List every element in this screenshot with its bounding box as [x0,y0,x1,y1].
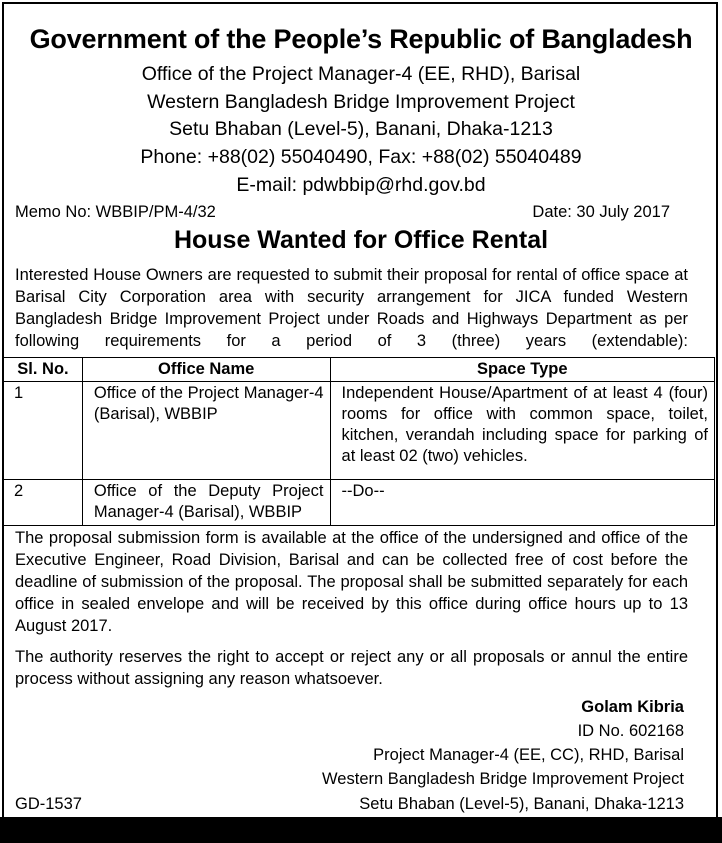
row-space: Independent House/Apartment of at least 4 (four) rooms for office with common space, toilet, kitchen, verandah including space for parking of at least 02 (two) vehicles. [330,382,714,480]
row-space: --Do-- [330,480,714,526]
signatory-id: ID No. 602168 [577,722,684,740]
memo-number: Memo No: WBBIP/PM-4/32 [15,203,216,221]
header-sl-no: Sl. No. [4,358,83,382]
row-sl: 1 [4,382,83,480]
table-header-row [4,358,715,382]
address-line: Setu Bhaban (Level-5), Banani, Dhaka-1213 [169,118,553,140]
bottom-black-bar [0,817,722,843]
phone-fax-line: Phone: +88(02) 55040490, Fax: +88(02) 55040489 [140,146,582,168]
table-row [4,382,715,480]
header-space-type: Space Type [330,358,714,382]
intro-paragraph: Interested House Owners are requested to submit their proposal for rental of office space at Barisal City Corporation area with security arrangement for JICA funded Western Bangladesh Bridge Improvement Project under Roads and Highways Department as per following requirements for a period of 3 (three) years (extendable): [15,266,688,350]
submission-paragraph: The proposal submission form is available at the office of the undersigned and office of the Executive Engineer, Road Division, Barisal and can be collected free of cost before the deadline of submission of the proposal. The proposal shall be submitted separately for each office in sealed envelope and will be received by this office during office hours up to 13 August 2017. [15,529,688,635]
row-sl: 2 [4,480,83,526]
email-line: E-mail: pdwbbip@rhd.gov.bd [236,174,486,196]
memo-row [15,203,670,222]
project-line: Western Bangladesh Bridge Improvement Project [147,91,575,113]
row-office: Office of the Project Manager-4 (Barisal), WBBIP [82,382,330,480]
signatory-designation: Project Manager-4 (EE, CC), RHD, Barisal [373,746,684,764]
signatory-project: Western Bangladesh Bridge Improvement Project [322,770,684,788]
signatory-address: Setu Bhaban (Level-5), Banani, Dhaka-1213 [359,795,684,813]
notice-title: House Wanted for Office Rental [173,226,549,254]
reservation-paragraph: The authority reserves the right to accept or reject any or all proposals or annul the entire process without assigning any reason whatsoever. [15,648,688,688]
office-line: Office of the Project Manager-4 (EE, RHD), Barisal [141,63,581,85]
row-office: Office of the Deputy Project Manager-4 (Barisal), WBBIP [82,480,330,526]
header-office-name: Office Name [82,358,330,382]
government-title: Government of the People’s Republic of Bangladesh [29,24,693,54]
requirements-table [3,357,715,526]
table-row [4,480,715,526]
signatory-name: Golam Kibria [581,698,684,716]
memo-date: Date: 30 July 2017 [532,203,670,221]
gd-number: GD-1537 [15,795,82,813]
